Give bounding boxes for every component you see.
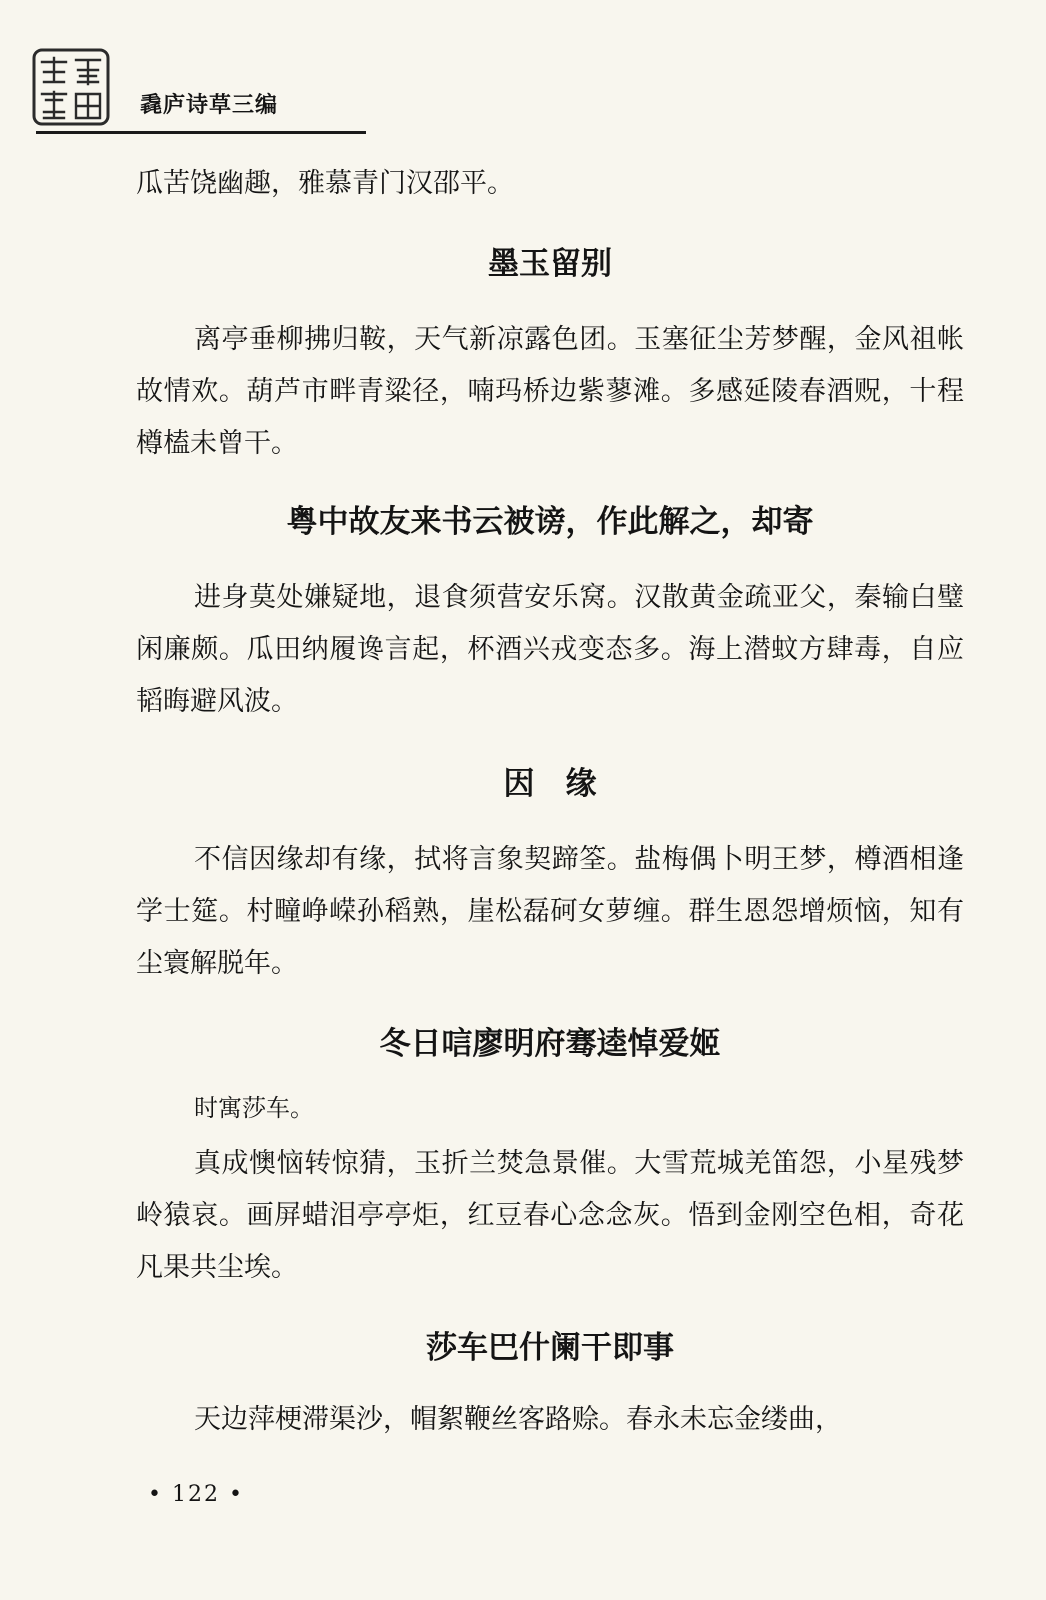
continuation-text: 瓜苦饶幽趣，雅慕青门汉邵平。 xyxy=(136,168,514,199)
running-header-title: 毳庐诗草三编 xyxy=(140,93,279,118)
poem-title: 粤中故友来书云被谤，作此解之，却寄 xyxy=(286,504,814,540)
poem-body: 不信因缘却有缘，拭将言象契蹄筌。盐梅偶卜明王梦，樽酒相逢学士筵。村疃峥嵘孙稻熟，崖松磊砢女萝缠。群生恩怨增烦恼，知有尘寰解脱年。 xyxy=(136,844,964,979)
poem-title: 冬日唁廖明府骞逵悼爱姬 xyxy=(379,1026,721,1062)
poem-body: 离亭垂柳拂归鞍，天气新凉露色团。玉塞征尘芳梦醒，金风祖帐故情欢。葫芦市畔青粱径，喃玛桥边紫蓼滩。多感延陵春酒贶，十程樽榼未曾干。 xyxy=(136,324,964,459)
poem-body: 进身莫处嫌疑地，退食须营安乐窝。汉散黄金疏亚父，秦输白璧闲廉颇。瓜田纳履谗言起，杯酒兴戎变态多。海上潜蚊方肆毒，自应韬晦避风波。 xyxy=(136,582,964,717)
seal-stamp-logo xyxy=(32,48,110,126)
poem-note: 时寓莎车。 xyxy=(194,1094,314,1122)
poem-body: 天边萍梗滞渠沙，帽絮鞭丝客路赊。春永未忘金缕曲， xyxy=(194,1404,842,1435)
page-number: • 122 • xyxy=(148,1482,244,1507)
header-rule xyxy=(36,131,366,134)
poem-body: 真成懊恼转惊猜，玉折兰焚急景催。大雪荒城羌笛怨，小星残梦岭猿哀。画屏蜡泪亭亭炬，红豆春心念念灰。悟到金刚空色相，奇花凡果共尘埃。 xyxy=(136,1148,964,1283)
poem-title: 因 缘 xyxy=(503,766,597,802)
poem-title: 莎车巴什阑干即事 xyxy=(426,1330,674,1366)
poem-title: 墨玉留别 xyxy=(488,246,612,282)
